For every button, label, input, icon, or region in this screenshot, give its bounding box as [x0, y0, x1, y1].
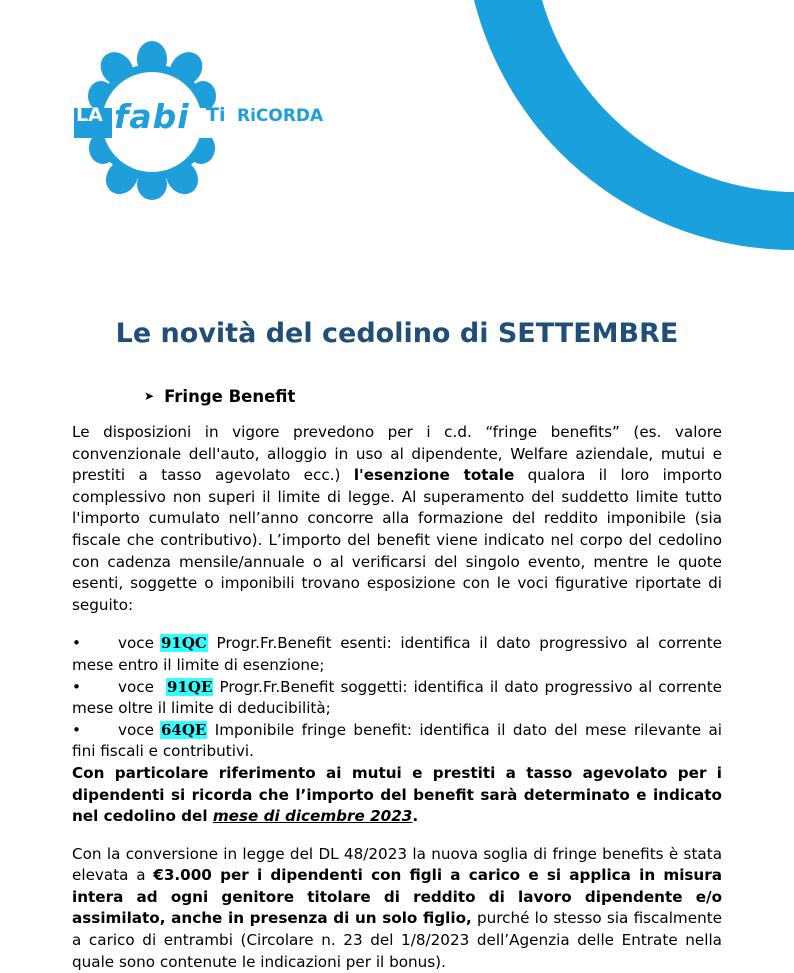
voce-code: 64QE [160, 720, 207, 739]
note-text: Con particolare riferimento ai mutui e prestiti a tasso agevolato per i dipendenti si ricorda che l’importo del benefit sarà determinato e indicato nel cedolino del [72, 763, 722, 826]
list-item [72, 677, 722, 720]
list-item [72, 633, 722, 676]
section-title: Fringe Benefit [164, 387, 296, 406]
bullet-icon: • [72, 720, 81, 739]
logo-fabi: fabi [114, 97, 190, 136]
document-body [72, 422, 722, 973]
conversion-text: Con la conversione in legge del DL 48/2023 la nuova soglia di fringe benefits è stata elevata a [72, 844, 722, 885]
voce-label: voce [118, 677, 154, 696]
voce-description: Progr.Fr.Benefit soggetti: identifica il dato progressivo al corrente mese oltre il limite di deducibilità; [72, 677, 723, 718]
conversion-paragraph [72, 844, 722, 973]
voce-label: voce [118, 634, 154, 653]
intro-text: Le disposizioni in vigore prevedono per i c.d. “fringe benefits” (es. valore convenzionale dell'auto, alloggio in uso al dipendente, Welfare aziendale, mutui e prestiti a tasso agevolato ecc.) [72, 423, 722, 485]
mortgage-note [72, 763, 722, 828]
voce-code: 91QE [167, 677, 213, 696]
section-heading [144, 387, 295, 406]
arrow-bullet-icon: ➤ [144, 389, 155, 403]
intro-bold: l'esenzione totale [353, 466, 515, 485]
intro-text-end: qualora il loro importo complessivo non superi il limite di legge. Al superamento del suddetto limite tutto l'importo cumulato nell’anno concorre alla formazione del reddito imponibile (sia fiscale che contributivo). L’importo del benefit viene indicato nel corpo del cedolino con cadenza mensile/annuale o al verificarsi del singolo evento, mentre le quote esenti, soggette o imponibili trovano esposizione con le voci figurative riportate di seguito: [72, 466, 723, 614]
bullet-icon: • [72, 634, 81, 653]
voce-code: 91QC [160, 634, 207, 653]
voce-description: Imponibile fringe benefit: identifica il dato del mese rilevante ai fini fiscali e contributivi. [72, 720, 722, 761]
logo-ricorda: RiCORDA [237, 106, 324, 126]
voce-label: voce [118, 720, 154, 739]
list-item [72, 720, 722, 763]
page-title: Le novità del cedolino di SETTEMBRE [115, 318, 679, 349]
logo-la: LA [76, 104, 103, 126]
conversion-bold: €3.000 per i dipendenti con figli a carico e si applica in misura intera ad ogni genitore titolare di reddito di lavoro dipendente e/o assimilato, anche in presenza di un solo figlio, [72, 866, 722, 928]
logo-ti: Ti [206, 104, 226, 126]
conversion-text-end: purché lo stesso sia fiscalmente a carico di entrambi (Circolare n. 23 del 1/8/2023 dell’Agenzia delle Entrate nella quale sono contenute le indicazioni per il bonus). [72, 909, 722, 971]
bullet-icon: • [72, 677, 81, 696]
voce-description: Progr.Fr.Benefit esenti: identifica il dato progressivo al corrente mese entro il limite di esenzione; [72, 634, 722, 674]
logo-wordmark [74, 97, 324, 136]
note-month: mese di dicembre 2023 [212, 807, 413, 826]
note-end: . [412, 807, 419, 826]
intro-paragraph [72, 422, 722, 616]
